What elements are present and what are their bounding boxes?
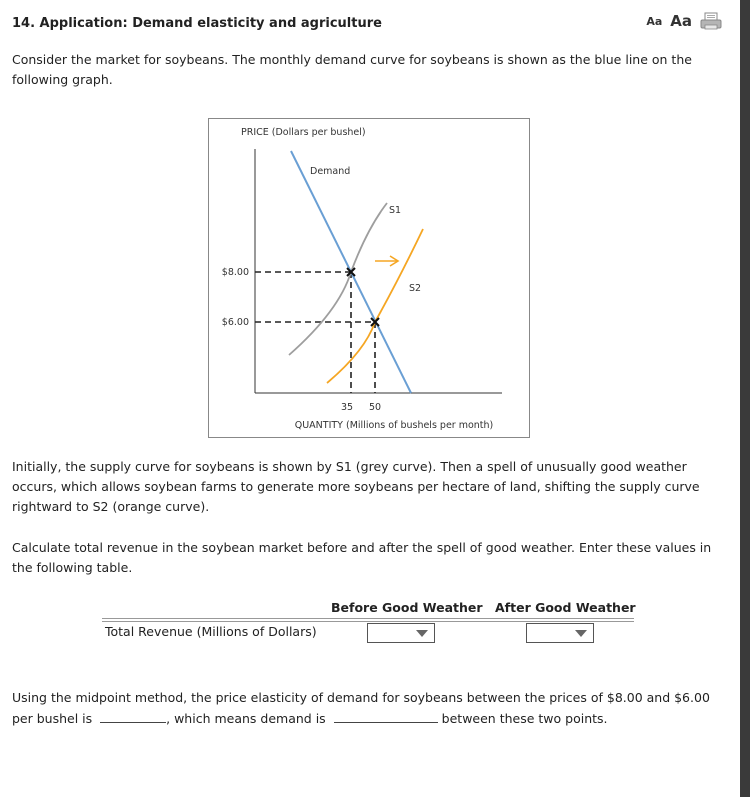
font-size-large-button[interactable]: Aa: [670, 12, 692, 30]
demand-label: Demand: [310, 166, 351, 177]
y-tick-8: $8.00: [221, 267, 249, 278]
supply-demand-graph: [208, 118, 530, 438]
x-tick-50: 50: [368, 402, 382, 413]
print-icon[interactable]: [700, 12, 722, 30]
revenue-instruction-paragraph: Calculate total revenue in the soybean market before and after the spell of good weather. Enter these values in the following table.: [12, 540, 712, 575]
graph-svg: [209, 119, 529, 437]
y-axis-title: PRICE (Dollars per bushel): [241, 127, 366, 138]
revenue-after-dropdown[interactable]: [526, 623, 594, 643]
chevron-down-icon: [416, 630, 428, 637]
revenue-before-dropdown[interactable]: [367, 623, 435, 643]
elasticity-value-input[interactable]: [100, 708, 166, 723]
s1-curve: [289, 203, 387, 355]
elasticity-text-part1: Using the midpoint method, the price elasticity of demand for soybeans between the prices of $8.00 and $6.00 per bushel is: [12, 690, 710, 726]
elasticity-text-part3: between these two points.: [441, 711, 608, 726]
font-size-small-button[interactable]: Aa: [646, 14, 663, 28]
col-after-weather: After Good Weather: [495, 600, 636, 615]
intro-paragraph: Consider the market for soybeans. The monthly demand curve for soybeans is shown as the blue line on the following graph.: [12, 52, 692, 87]
scrollbar-track[interactable]: [740, 0, 750, 797]
s1-label: S1: [389, 205, 402, 216]
s2-label: S2: [409, 283, 422, 294]
y-tick-6: $6.00: [221, 317, 249, 328]
demand-type-input[interactable]: [334, 708, 438, 723]
elasticity-question-paragraph: [12, 688, 724, 729]
supply-shift-paragraph: Initially, the supply curve for soybeans is shown by S1 (grey curve). Then a spell of unusually good weather occurs, which allows soybean farms to generate more soybeans per hectare of land, shifting the supply curve rightward to S2 (orange curve).: [12, 459, 700, 514]
table-header-divider: [102, 618, 634, 619]
chevron-down-icon: [575, 630, 587, 637]
elasticity-text-part2: , which means demand is: [166, 711, 326, 726]
question-title: 14. Application: Demand elasticity and agriculture: [12, 16, 382, 31]
x-axis-title: QUANTITY (Millions of bushels per month): [294, 420, 494, 431]
total-revenue-row-label: Total Revenue (Millions of Dollars): [105, 624, 317, 639]
table-header-divider-2: [102, 621, 634, 622]
x-tick-35: 35: [340, 402, 354, 413]
col-before-weather: Before Good Weather: [331, 600, 483, 615]
font-tools: [646, 12, 722, 30]
shift-arrow-icon: [375, 256, 398, 266]
